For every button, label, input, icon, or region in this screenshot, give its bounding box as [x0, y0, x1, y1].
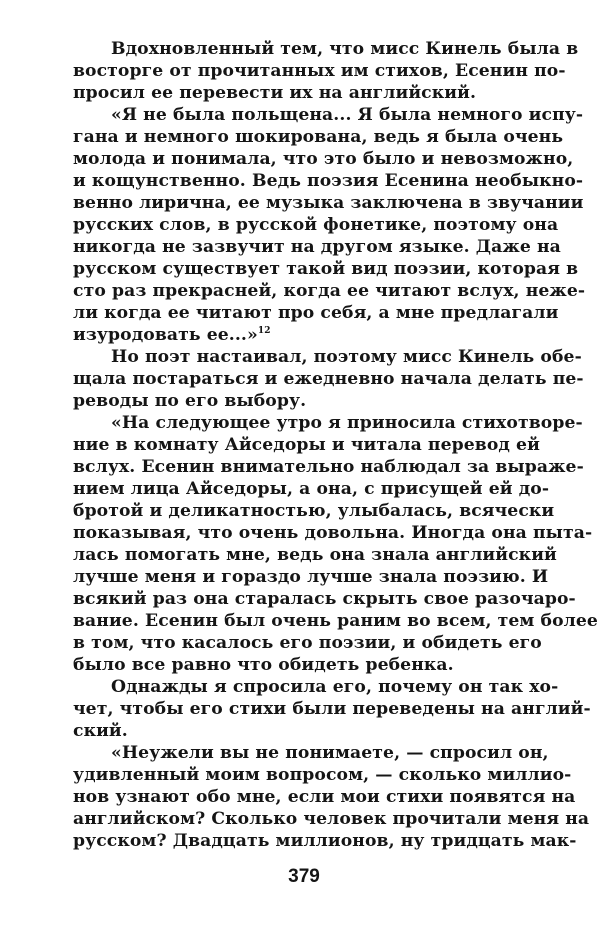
text-line — [73, 632, 542, 654]
text-line — [73, 214, 559, 236]
line-text: русских слов, в русской фонетике, поэтому она — [73, 215, 559, 235]
text-line — [73, 434, 540, 456]
paragraph — [73, 412, 598, 676]
line-text: восторге от прочитанных им стихов, Есенин по- — [73, 61, 566, 81]
text-line — [73, 104, 584, 126]
text-line — [73, 236, 561, 258]
line-text: в том, что касалось его поэзии, и обидеть его — [73, 633, 542, 653]
line-text: ский. — [73, 721, 128, 741]
line-text: лась помогать мне, ведь она знала английский — [73, 545, 557, 565]
line-text: нов узнают обо мне, если мои стихи появятся на — [73, 787, 576, 807]
text-line — [73, 588, 576, 610]
line-text: показывая, что очень довольна. Иногда она пыта- — [73, 523, 593, 543]
text-line — [73, 786, 576, 808]
line-text: «Неужели вы не понимаете, — спросил он, — [111, 743, 549, 763]
paragraph — [73, 346, 584, 412]
text-line — [73, 830, 577, 852]
text-line — [73, 38, 579, 60]
text-line — [73, 60, 566, 82]
text-line — [73, 390, 533, 412]
line-text: реводы по его выбору. — [73, 391, 307, 411]
line-text: ли когда ее читают про себя, а мне предлагали — [73, 303, 559, 323]
text-line — [73, 412, 583, 434]
line-text: всякий раз она старалась скрыть свое разочаро- — [73, 589, 576, 609]
line-text: сто раз прекрасней, когда ее читают вслух, неже- — [73, 281, 586, 301]
text-line — [73, 126, 564, 148]
text-line — [73, 456, 584, 478]
footnote-marker: 12 — [257, 326, 271, 336]
text-line — [73, 324, 533, 346]
paragraph — [73, 104, 586, 346]
text-line — [73, 698, 591, 720]
page-body-text — [73, 38, 598, 852]
text-line — [73, 610, 598, 632]
line-text: Вдохновленный тем, что мисс Кинель была в — [111, 39, 579, 59]
text-line — [73, 280, 586, 302]
text-line — [73, 368, 584, 390]
line-text: Однажды я спросила его, почему он так хо- — [111, 677, 559, 697]
line-text: нием лица Айседоры, а она, с присущей ей до- — [73, 479, 550, 499]
text-line — [73, 192, 584, 214]
text-line — [73, 170, 584, 192]
line-text: никогда не зазвучит на другом языке. Даже на — [73, 237, 561, 257]
text-line — [73, 544, 557, 566]
line-text: английском? Сколько человек прочитали меня на — [73, 809, 590, 829]
text-line — [73, 566, 549, 588]
line-text: ние в комнату Айседоры и читала перевод ей — [73, 435, 540, 455]
line-text: бротой и деликатностью, улыбалась, всячески — [73, 501, 555, 521]
text-line — [73, 302, 559, 324]
line-text: щала постараться и ежедневно начала делать пе- — [73, 369, 584, 389]
text-line — [73, 764, 572, 786]
line-text: гана и немного шокирована, ведь я была очень — [73, 127, 564, 147]
line-text: лучше меня и гораздо лучше знала поэзию. И — [73, 567, 549, 587]
line-text: изуродовать ее...» — [73, 325, 258, 345]
line-text: было все равно что обидеть ребенка. — [73, 655, 454, 675]
paragraph — [73, 742, 590, 852]
line-text: молода и понимала, что это было и невозможно, — [73, 149, 574, 169]
text-line — [73, 808, 590, 830]
line-text: русском? Двадцать миллионов, ну тридцать мак- — [73, 831, 577, 851]
text-line — [73, 654, 533, 676]
line-text: удивленный моим вопросом, — сколько миллио- — [73, 765, 572, 785]
line-text: «Я не была польщена... Я была немного испу- — [111, 105, 584, 125]
text-line — [73, 742, 549, 764]
text-line — [73, 258, 579, 280]
text-line — [73, 148, 574, 170]
line-text: просил ее перевести их на английский. — [73, 83, 477, 103]
line-text: вание. Есенин был очень раним во всем, тем более — [73, 611, 598, 631]
paragraph — [73, 38, 579, 104]
page-number: 379 — [288, 866, 320, 887]
text-line — [73, 82, 533, 104]
text-line — [73, 676, 559, 698]
text-line — [73, 478, 550, 500]
line-text: вслух. Есенин внимательно наблюдал за выраже- — [73, 457, 584, 477]
text-line — [73, 500, 555, 522]
text-line — [73, 720, 533, 742]
line-text: «На следующее утро я приносила стихотворе- — [111, 413, 583, 433]
line-text: чет, чтобы его стихи были переведены на англий- — [73, 699, 591, 719]
paragraph — [73, 676, 591, 742]
text-line — [73, 346, 582, 368]
text-line — [73, 522, 593, 544]
line-text: и кощунственно. Ведь поэзия Есенина необыкно- — [73, 171, 584, 191]
line-text: Но поэт настаивал, поэтому мисс Кинель обе- — [111, 347, 582, 367]
line-text: русском существует такой вид поэзии, которая в — [73, 259, 579, 279]
line-text: венно лирична, ее музыка заключена в звучании — [73, 193, 584, 213]
